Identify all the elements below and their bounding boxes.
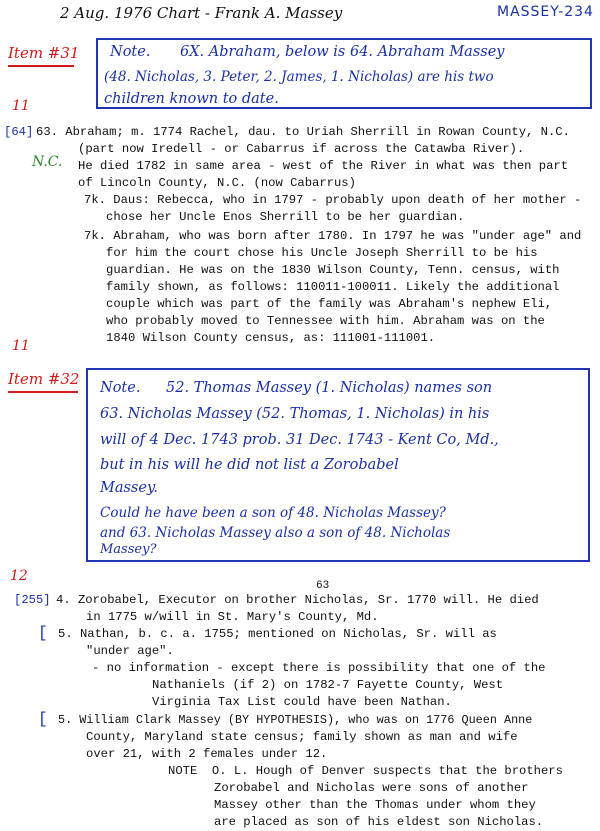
entry-line: Virginia Tax List could have been Nathan.	[152, 695, 452, 709]
item-32-note-line: 52. Thomas Massey (1. Nicholas) names son	[166, 380, 493, 396]
superscript-63: 63	[316, 580, 330, 592]
entry-line: for him the court chose his Uncle Joseph Sherrill to be his	[106, 246, 538, 260]
item-32-underline	[8, 391, 78, 393]
entry-line: couple which was part of the family was Abraham's nephew Eli,	[106, 297, 553, 311]
entry-line: are placed as son of his eldest son Nicholas.	[214, 815, 544, 829]
entry-abraham-son: 7k. Abraham, who was born after 1780. In 1797 he was "under age" and	[84, 229, 582, 243]
item-32-note-label: Note.	[100, 380, 141, 396]
item-32-note-line: but in his will he did not list a Zorobabel	[100, 457, 399, 473]
document-code: MASSEY-234	[497, 4, 594, 20]
item-32-note-line: Could he have been a son of 48. Nicholas Massey?	[100, 505, 446, 521]
entry-line: guardian. He was on the 1830 Wilson County, Tenn. census, with	[106, 263, 560, 277]
entry-line: Zorobabel and Nicholas were sons of another	[214, 781, 529, 795]
entry-abraham-63: 63. Abraham; m. 1774 Rachel, dau. to Uriah Sherrill in Rowan County, N.C.	[36, 125, 570, 139]
item-31-note-label: Note.	[110, 44, 151, 60]
entry-line: of Lincoln County, N.C. (now Cabarrus)	[78, 176, 356, 190]
margin-number: 11	[12, 338, 30, 354]
item-31-label: Item #31	[8, 44, 80, 62]
item-31-note-line: children known to date.	[104, 91, 279, 107]
entry-daus-rebecca: 7k. Daus: Rebecca, who in 1797 - probably upon death of her mother -	[84, 193, 582, 207]
item-31-note-line: 6X. Abraham, below is 64. Abraham Massey	[180, 44, 505, 60]
entry-line: He died 1782 in same area - west of the River in what was then part	[78, 159, 569, 173]
entry-line: over 21, with 2 females under 12.	[86, 747, 328, 761]
item-32-note-line: and 63. Nicholas Massey also a son of 48. Nicholas	[100, 525, 451, 541]
entry-line: 1840 Wilson County census, as: 111001-111001.	[106, 331, 436, 345]
item-31-note-line: (48. Nicholas, 3. Peter, 2. James, 1. Nicholas) are his two	[104, 69, 494, 85]
entry-zorobabel: 4. Zorobabel, Executor on brother Nicholas, Sr. 1770 will. He died	[56, 593, 539, 607]
entry-line: Massey other than the Thomas under whom they	[214, 798, 536, 812]
entry-line: in 1775 w/will in St. Mary's County, Md.	[86, 610, 379, 624]
header-reference: 2 Aug. 1976 Chart - Frank A. Massey	[60, 4, 343, 22]
item-32-note-line: Massey?	[100, 542, 157, 557]
item-32-label: Item #32	[8, 370, 80, 388]
bracket-mark: [	[38, 710, 48, 728]
item-32-note-line: Massey.	[100, 480, 158, 496]
entry-line: - no information - except there is possibility that one of the	[92, 661, 546, 675]
entry-line: County, Maryland state census; family shown as man and wife	[86, 730, 518, 744]
entry-line: (part now Iredell - or Cabarrus if across the Catawba River).	[78, 142, 525, 156]
item-32-note-line: will of 4 Dec. 1743 prob. 31 Dec. 1743 - Kent Co, Md.,	[100, 432, 499, 448]
entry-line: family shown, as follows: 110011-100011. Likely the additional	[106, 280, 560, 294]
margin-note-nc: N.C.	[32, 154, 63, 170]
entry-line: "under age".	[86, 644, 174, 658]
entry-line: Nathaniels (if 2) on 1782-7 Fayette County, West	[152, 678, 504, 692]
entry-william-clark: 5. William Clark Massey (BY HYPOTHESIS), who was on 1776 Queen Anne	[58, 713, 533, 727]
entry-note: NOTE O. L. Hough of Denver suspects that the brothers	[168, 764, 563, 778]
item-32-note-line: 63. Nicholas Massey (52. Thomas, 1. Nicholas) in his	[100, 406, 490, 422]
entry-line: chose her Uncle Enos Sherrill to be her guardian.	[106, 210, 465, 224]
margin-number: 12	[10, 568, 28, 584]
entry-line: who probably moved to Tennessee with him. Abraham was on the	[106, 314, 545, 328]
item-31-underline	[8, 65, 74, 67]
reference-bracket: [64]	[4, 125, 34, 139]
entry-nathan: 5. Nathan, b. c. a. 1755; mentioned on Nicholas, Sr. will as	[58, 627, 497, 641]
bracket-mark: [	[38, 624, 48, 642]
margin-number: 11	[12, 98, 30, 114]
reference-bracket: [255]	[14, 593, 51, 607]
